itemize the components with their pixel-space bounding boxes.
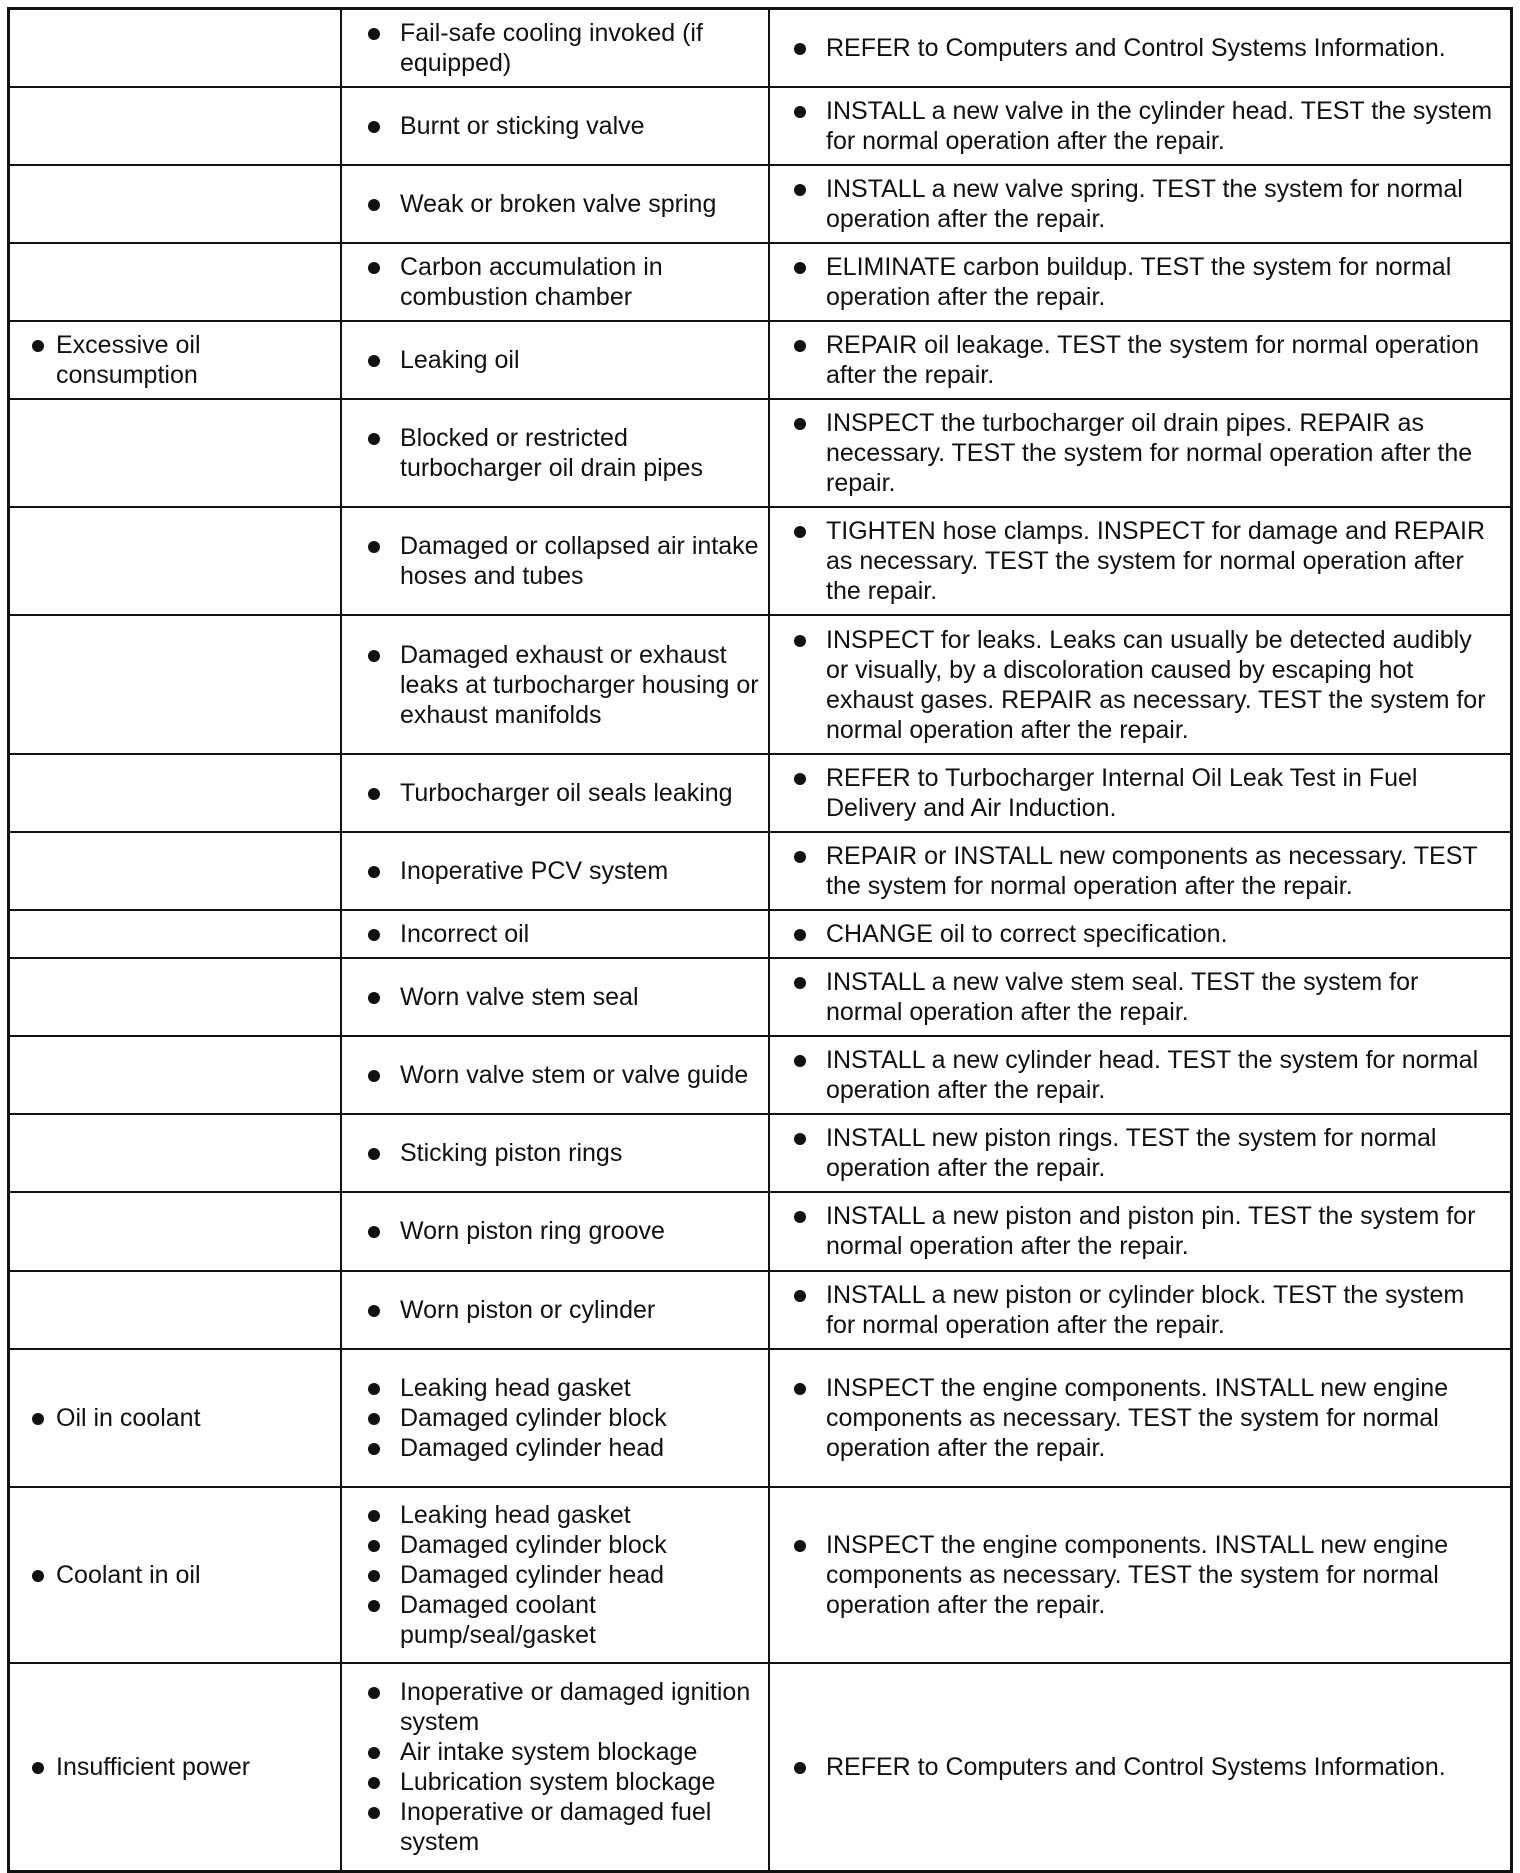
table-row — [9, 1487, 1512, 1663]
symptom-cell — [9, 1663, 342, 1871]
table-row — [9, 832, 1512, 910]
table-row — [9, 165, 1512, 243]
possible-source-cell — [341, 399, 769, 507]
action-text: INSTALL new piston rings. TEST the system for normal operation after the repair. — [770, 1123, 1510, 1183]
symptom-chart-table — [7, 7, 1513, 1873]
possible-source-cell — [341, 1114, 769, 1192]
table-body — [9, 9, 1512, 1872]
table-row — [9, 9, 1512, 87]
possible-source-cell — [341, 165, 769, 243]
action-text: REFER to Turbocharger Internal Oil Leak Test in Fuel Delivery and Air Induction. — [770, 763, 1510, 823]
table-row — [9, 507, 1512, 615]
possible-source-cell — [341, 9, 769, 87]
action-text: TIGHTEN hose clamps. INSPECT for damage and REPAIR as necessary. TEST the system for normal operation after the repair. — [770, 516, 1510, 606]
action-text: REFER to Computers and Control Systems Information. — [770, 33, 1510, 63]
possible-source-cell — [341, 958, 769, 1036]
table-row — [9, 399, 1512, 507]
possible-source-cell — [341, 243, 769, 321]
possible-source-cell — [341, 507, 769, 615]
possible-source-item: Damaged cylinder block — [342, 1403, 760, 1433]
possible-source-cell — [341, 1192, 769, 1270]
possible-source-cell — [341, 910, 769, 958]
possible-source-item: Leaking oil — [342, 345, 760, 375]
action-text: INSPECT the engine components. INSTALL new engine components as necessary. TEST the system for normal operation after the repair. — [770, 1530, 1510, 1620]
action-cell — [769, 243, 1512, 321]
possible-source-item: Incorrect oil — [342, 919, 760, 949]
symptom-cell — [9, 615, 342, 753]
action-text: INSTALL a new cylinder head. TEST the system for normal operation after the repair. — [770, 1045, 1510, 1105]
action-text: REPAIR or INSTALL new components as necessary. TEST the system for normal operation after the repair. — [770, 841, 1510, 901]
action-text: REFER to Computers and Control Systems Information. — [770, 1752, 1510, 1782]
action-cell — [769, 832, 1512, 910]
symptom-text: Oil in coolant — [10, 1403, 332, 1433]
symptom-cell — [9, 507, 342, 615]
table-row — [9, 1036, 1512, 1114]
symptom-cell — [9, 754, 342, 832]
action-text: CHANGE oil to correct specification. — [770, 919, 1510, 949]
possible-source-item: Damaged cylinder head — [342, 1433, 760, 1463]
possible-source-item: Air intake system blockage — [342, 1737, 760, 1767]
action-text: INSTALL a new valve spring. TEST the system for normal operation after the repair. — [770, 174, 1510, 234]
action-cell — [769, 1036, 1512, 1114]
possible-source-cell — [341, 321, 769, 399]
symptom-cell — [9, 243, 342, 321]
table-row — [9, 1271, 1512, 1349]
possible-source-cell — [341, 832, 769, 910]
possible-source-item: Carbon accumulation in combustion chamber — [342, 252, 760, 312]
action-cell — [769, 399, 1512, 507]
symptom-cell — [9, 832, 342, 910]
possible-source-item: Burnt or sticking valve — [342, 111, 760, 141]
table-row — [9, 910, 1512, 958]
possible-source-cell — [341, 1271, 769, 1349]
possible-source-item: Worn valve stem or valve guide — [342, 1060, 760, 1090]
symptom-cell — [9, 1192, 342, 1270]
action-cell — [769, 958, 1512, 1036]
action-cell — [769, 1271, 1512, 1349]
table-row — [9, 1663, 1512, 1871]
action-cell — [769, 910, 1512, 958]
table-row — [9, 1349, 1512, 1487]
action-cell — [769, 754, 1512, 832]
possible-source-cell — [341, 1036, 769, 1114]
table-row — [9, 321, 1512, 399]
action-text: ELIMINATE carbon buildup. TEST the system for normal operation after the repair. — [770, 252, 1510, 312]
possible-source-cell — [341, 1487, 769, 1663]
symptom-cell — [9, 9, 342, 87]
possible-source-item: Worn piston ring groove — [342, 1216, 760, 1246]
possible-source-cell — [341, 754, 769, 832]
action-text: INSPECT for leaks. Leaks can usually be detected audibly or visually, by a discoloration caused by escaping hot exhaust gases. REPAIR as necessary. TEST the system for normal operation after the repair. — [770, 625, 1510, 745]
action-text: INSTALL a new valve in the cylinder head. TEST the system for normal operation after the repair. — [770, 96, 1510, 156]
action-text: REPAIR oil leakage. TEST the system for normal operation after the repair. — [770, 330, 1510, 390]
table-row — [9, 1114, 1512, 1192]
possible-source-item: Inoperative PCV system — [342, 856, 760, 886]
possible-source-cell — [341, 87, 769, 165]
possible-source-item: Worn piston or cylinder — [342, 1295, 760, 1325]
possible-source-cell — [341, 1349, 769, 1487]
symptom-cell — [9, 1114, 342, 1192]
table-row — [9, 243, 1512, 321]
possible-source-item: Damaged exhaust or exhaust leaks at turbocharger housing or exhaust manifolds — [342, 640, 760, 730]
symptom-cell — [9, 87, 342, 165]
table-row — [9, 87, 1512, 165]
possible-source-item: Damaged coolant pump/seal/gasket — [342, 1590, 760, 1650]
action-text: INSTALL a new valve stem seal. TEST the system for normal operation after the repair. — [770, 967, 1510, 1027]
possible-source-cell — [341, 615, 769, 753]
possible-source-item: Fail-safe cooling invoked (if equipped) — [342, 18, 760, 78]
table-row — [9, 958, 1512, 1036]
possible-source-cell — [341, 1663, 769, 1871]
action-text: INSPECT the turbocharger oil drain pipes. REPAIR as necessary. TEST the system for normal operation after the repair. — [770, 408, 1510, 498]
table-row — [9, 1192, 1512, 1270]
possible-source-item: Leaking head gasket — [342, 1500, 760, 1530]
action-cell — [769, 9, 1512, 87]
possible-source-item: Weak or broken valve spring — [342, 189, 760, 219]
symptom-cell — [9, 1487, 342, 1663]
symptom-cell — [9, 321, 342, 399]
action-cell — [769, 507, 1512, 615]
action-cell — [769, 1192, 1512, 1270]
possible-source-item: Sticking piston rings — [342, 1138, 760, 1168]
action-text: INSTALL a new piston and piston pin. TEST the system for normal operation after the repair. — [770, 1201, 1510, 1261]
symptom-text: Excessive oil consumption — [10, 330, 332, 390]
action-cell — [769, 1487, 1512, 1663]
possible-source-item: Lubrication system blockage — [342, 1767, 760, 1797]
action-cell — [769, 1114, 1512, 1192]
action-cell — [769, 87, 1512, 165]
symptom-text: Coolant in oil — [10, 1560, 332, 1590]
possible-source-item: Damaged or collapsed air intake hoses and tubes — [342, 531, 760, 591]
action-text: INSPECT the engine components. INSTALL new engine components as necessary. TEST the system for normal operation after the repair. — [770, 1373, 1510, 1463]
symptom-cell — [9, 958, 342, 1036]
possible-source-item: Blocked or restricted turbocharger oil drain pipes — [342, 423, 760, 483]
possible-source-item: Leaking head gasket — [342, 1373, 760, 1403]
possible-source-item: Inoperative or damaged ignition system — [342, 1677, 760, 1737]
symptom-cell — [9, 165, 342, 243]
table-row — [9, 615, 1512, 753]
action-text: INSTALL a new piston or cylinder block. TEST the system for normal operation after the repair. — [770, 1280, 1510, 1340]
action-cell — [769, 615, 1512, 753]
symptom-cell — [9, 910, 342, 958]
symptom-cell — [9, 399, 342, 507]
action-cell — [769, 1663, 1512, 1871]
symptom-cell — [9, 1271, 342, 1349]
possible-source-item: Damaged cylinder block — [342, 1530, 760, 1560]
symptom-cell — [9, 1036, 342, 1114]
action-cell — [769, 1349, 1512, 1487]
action-cell — [769, 165, 1512, 243]
table-row — [9, 754, 1512, 832]
action-cell — [769, 321, 1512, 399]
possible-source-item: Inoperative or damaged fuel system — [342, 1797, 760, 1857]
possible-source-item: Turbocharger oil seals leaking — [342, 778, 760, 808]
symptom-cell — [9, 1349, 342, 1487]
possible-source-item: Damaged cylinder head — [342, 1560, 760, 1590]
possible-source-item: Worn valve stem seal — [342, 982, 760, 1012]
symptom-text: Insufficient power — [10, 1752, 332, 1782]
